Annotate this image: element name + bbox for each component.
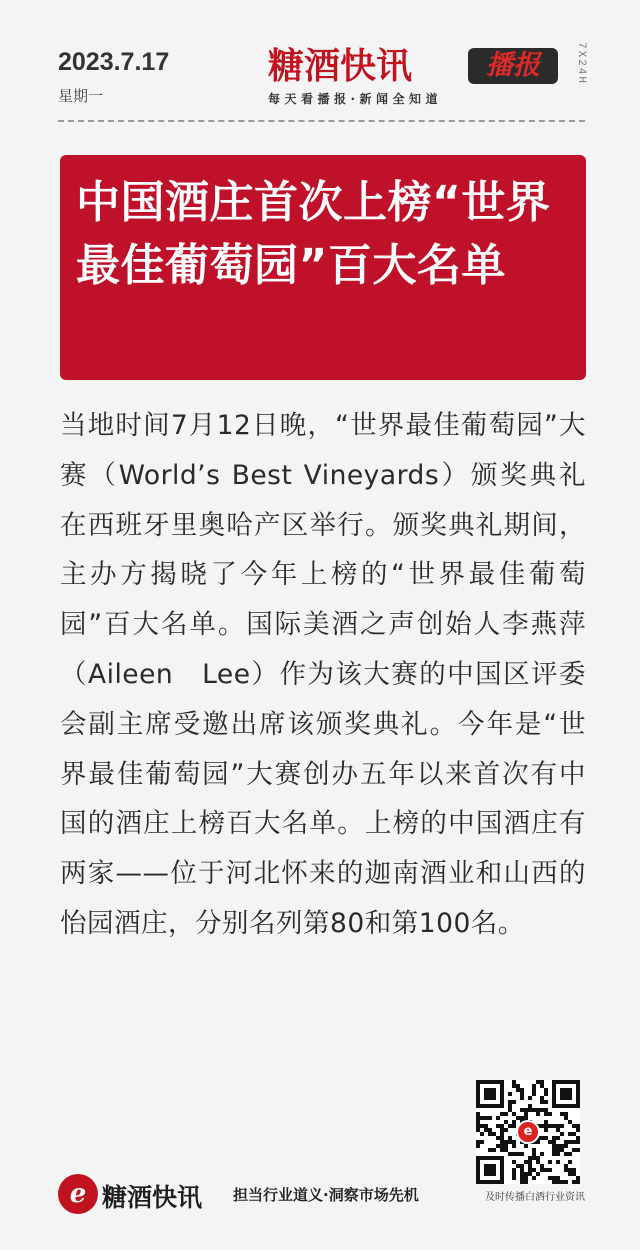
- e-logo-icon: e: [58, 1174, 98, 1214]
- qr-caption: 及时传播白酒行业资讯: [485, 1192, 585, 1203]
- date: 2023.7.17: [58, 48, 170, 76]
- brand-logo: [268, 42, 568, 108]
- footer: [58, 1170, 585, 1220]
- footer-brand-name: 糖酒快讯: [102, 1183, 203, 1212]
- brand-name: 糖酒快讯: [268, 45, 413, 87]
- brand-slogan: 每天看播报·新闻全知道: [268, 92, 443, 106]
- headline-box: [60, 155, 586, 380]
- divider: [58, 120, 585, 122]
- vertical-code: 7X24H: [575, 42, 587, 86]
- header: [58, 40, 585, 110]
- article-body: 当地时间7月12日晚，“世界最佳葡萄园”大赛（World’s Best Vineyards）颁奖典礼在西班牙里奥哈产区举行。颁奖典礼期间，主办方揭晓了今年上榜的“世界最佳葡萄园”百大名单。国际美酒之声创始人李燕萍（Aileen Lee）作为该大赛的中国区评委会副主席受邀出席该颁奖典礼。今年是“世界最佳葡萄园”大赛创办五年以来首次有中国的酒庄上榜百大名单。上榜的中国酒庄有两家——位于河北怀来的迦南酒业和山西的怡园酒庄，分别名列第80和第100名。: [60, 410, 586, 939]
- qr-center-logo-icon: e: [516, 1120, 540, 1144]
- headline-title: 中国酒庄首次上榜“世界最佳葡萄园”百大名单: [76, 177, 551, 291]
- weekday: 星期一: [58, 87, 104, 105]
- qr-code[interactable]: [476, 1080, 580, 1184]
- footer-motto: 担当行业道义·洞察市场先机: [233, 1186, 419, 1204]
- brand-tag: 播报: [468, 48, 558, 84]
